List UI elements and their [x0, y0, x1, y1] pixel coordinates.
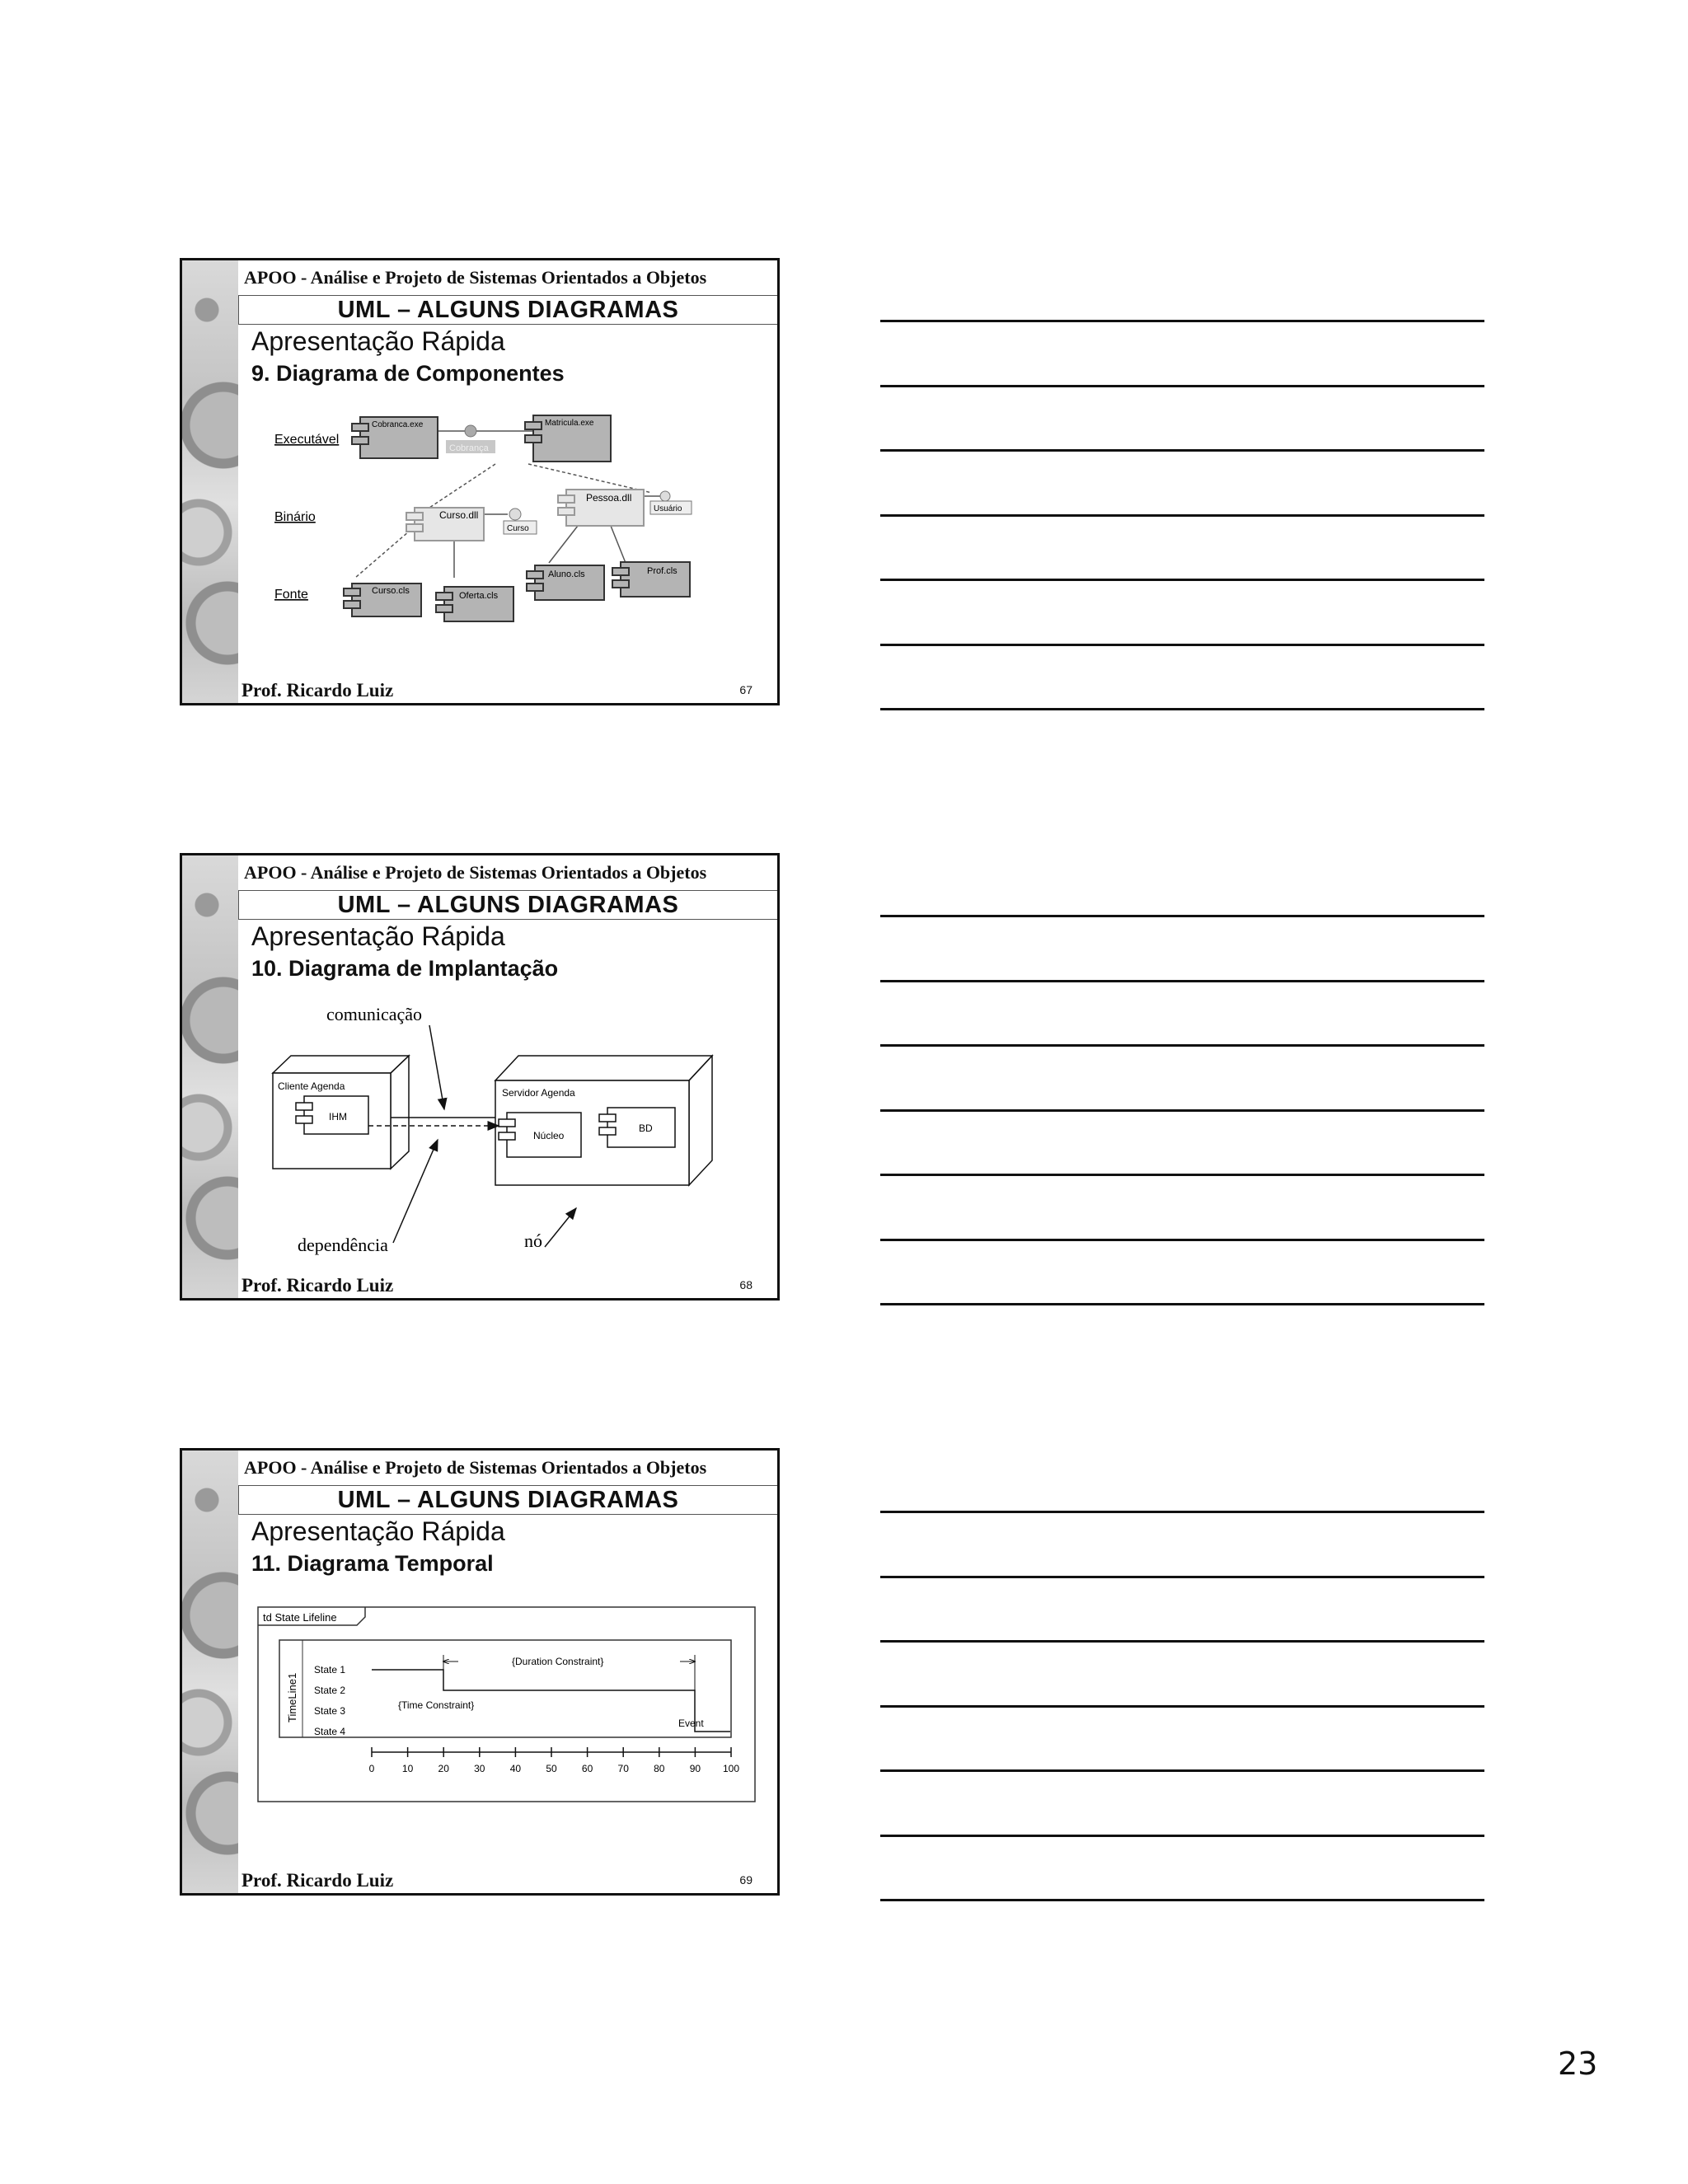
timing-frame [258, 1607, 755, 1802]
note-line [880, 1511, 1484, 1513]
interface-label-usuario: Usuário [654, 504, 682, 513]
axis-tick-label: 60 [581, 1763, 593, 1774]
axis-tick-label: 30 [474, 1763, 485, 1774]
slide-item-title: 11. Diagrama Temporal [251, 1551, 494, 1576]
component-nucleo-label: Núcleo [533, 1130, 565, 1141]
interface-label-cobranca: Cobrança [449, 443, 489, 453]
component-label: Curso.cls [372, 586, 410, 596]
interface-label-curso: Curso [507, 524, 529, 533]
axis-tick-label: 10 [401, 1763, 414, 1774]
component-pessoa-dll [558, 490, 644, 526]
deployment-diagram [182, 855, 780, 1301]
component-bd [599, 1108, 675, 1147]
axis-tick-label: 0 [368, 1763, 375, 1774]
note-line [880, 1899, 1484, 1901]
component-diagram [182, 260, 780, 705]
component-cobranca-exe [352, 417, 438, 458]
note-line [880, 1835, 1484, 1837]
note-line [880, 980, 1484, 982]
note-line [880, 1044, 1484, 1047]
slide-67 [180, 258, 780, 705]
lifeline-label: TimeLine1 [286, 1672, 298, 1722]
note-line [880, 1576, 1484, 1578]
axis-tick-label: 50 [546, 1763, 557, 1774]
axis-tick-label: 40 [509, 1763, 522, 1774]
component-matricula-exe [525, 415, 611, 462]
axis-tick-label: 90 [689, 1763, 701, 1774]
course-title: APOO - Análise e Projeto de Sistemas Orientados a Objetos [244, 1457, 707, 1478]
label-comunicacao: comunicação [326, 1004, 423, 1024]
note-line [880, 1705, 1484, 1708]
page-number: 23 [1558, 2046, 1598, 2082]
note-line [880, 915, 1484, 917]
state-label: State 2 [314, 1685, 346, 1696]
component-label: Pessoa.dll [586, 492, 632, 504]
slide-author: Prof. Ricardo Luiz [241, 680, 394, 701]
node-server-label: Servidor Agenda [502, 1087, 575, 1099]
event-label: Event [678, 1718, 704, 1729]
component-label: Matricula.exe [545, 419, 594, 428]
interface-usuario-icon [660, 491, 670, 501]
slide-number: 67 [739, 683, 753, 696]
section-title: UML – ALGUNS DIAGRAMAS [238, 1485, 777, 1515]
slide-69 [180, 1448, 780, 1896]
slide-author: Prof. Ricardo Luiz [241, 1870, 394, 1891]
slide-68 [180, 853, 780, 1301]
component-label: Curso.dll [439, 509, 479, 521]
component-curso-cls [344, 583, 421, 616]
slide-item-title: 10. Diagrama de Implantação [251, 956, 559, 981]
note-line [880, 1109, 1484, 1112]
row-label-executavel: Executável [274, 433, 340, 447]
duration-constraint: {Duration Constraint} [512, 1656, 604, 1667]
row-label-fonte: Fonte [274, 588, 308, 602]
label-no: nó [524, 1230, 542, 1251]
interface-cobranca-icon [465, 425, 476, 437]
component-bd-label: BD [639, 1122, 653, 1134]
component-ihm-label: IHM [329, 1111, 347, 1122]
note-line [880, 579, 1484, 581]
timing-diagram [182, 1451, 780, 1896]
note-line [880, 385, 1484, 387]
course-title: APOO - Análise e Projeto de Sistemas Orientados a Objetos [244, 862, 707, 883]
slide-number: 68 [739, 1278, 753, 1291]
note-line [880, 1303, 1484, 1305]
slide-author: Prof. Ricardo Luiz [241, 1275, 394, 1296]
note-line [880, 449, 1484, 452]
label-dependencia: dependência [298, 1235, 388, 1255]
note-line [880, 644, 1484, 646]
time-constraint: {Time Constraint} [398, 1699, 475, 1711]
axis-tick-label: 20 [438, 1763, 449, 1774]
node-client-label: Cliente Agenda [278, 1080, 345, 1092]
note-line [880, 1239, 1484, 1241]
row-label-binario: Binário [274, 510, 316, 524]
state-label: State 4 [314, 1726, 346, 1737]
course-title: APOO - Análise e Projeto de Sistemas Orientados a Objetos [244, 267, 707, 288]
slide-subtitle: Apresentação Rápida [251, 326, 505, 356]
note-line [880, 708, 1484, 710]
component-aluno-cls [527, 565, 604, 600]
frame-label: td State Lifeline [263, 1611, 337, 1624]
slide-number: 69 [739, 1873, 753, 1886]
component-label: Cobranca.exe [372, 420, 424, 429]
section-title: UML – ALGUNS DIAGRAMAS [238, 890, 777, 920]
axis-tick-label: 80 [654, 1763, 665, 1774]
slide-subtitle: Apresentação Rápida [251, 921, 505, 951]
component-label: Oferta.cls [459, 591, 499, 601]
note-line [880, 514, 1484, 517]
component-label: Prof.cls [647, 566, 678, 576]
axis-tick-label: 70 [617, 1763, 629, 1774]
axis-tick-label: 100 [722, 1763, 740, 1774]
note-line [880, 320, 1484, 322]
state-label: State 1 [314, 1664, 346, 1675]
slide-item-title: 9. Diagrama de Componentes [251, 361, 565, 386]
section-title: UML – ALGUNS DIAGRAMAS [238, 295, 777, 325]
component-label: Aluno.cls [548, 569, 585, 579]
component-curso-dll [406, 508, 484, 541]
note-line [880, 1174, 1484, 1176]
state-label: State 3 [314, 1705, 346, 1717]
note-line [880, 1769, 1484, 1772]
slide-subtitle: Apresentação Rápida [251, 1516, 505, 1546]
component-prof-cls [612, 562, 690, 597]
interface-curso-icon [509, 509, 521, 520]
component-oferta-cls [436, 587, 513, 621]
note-line [880, 1640, 1484, 1643]
